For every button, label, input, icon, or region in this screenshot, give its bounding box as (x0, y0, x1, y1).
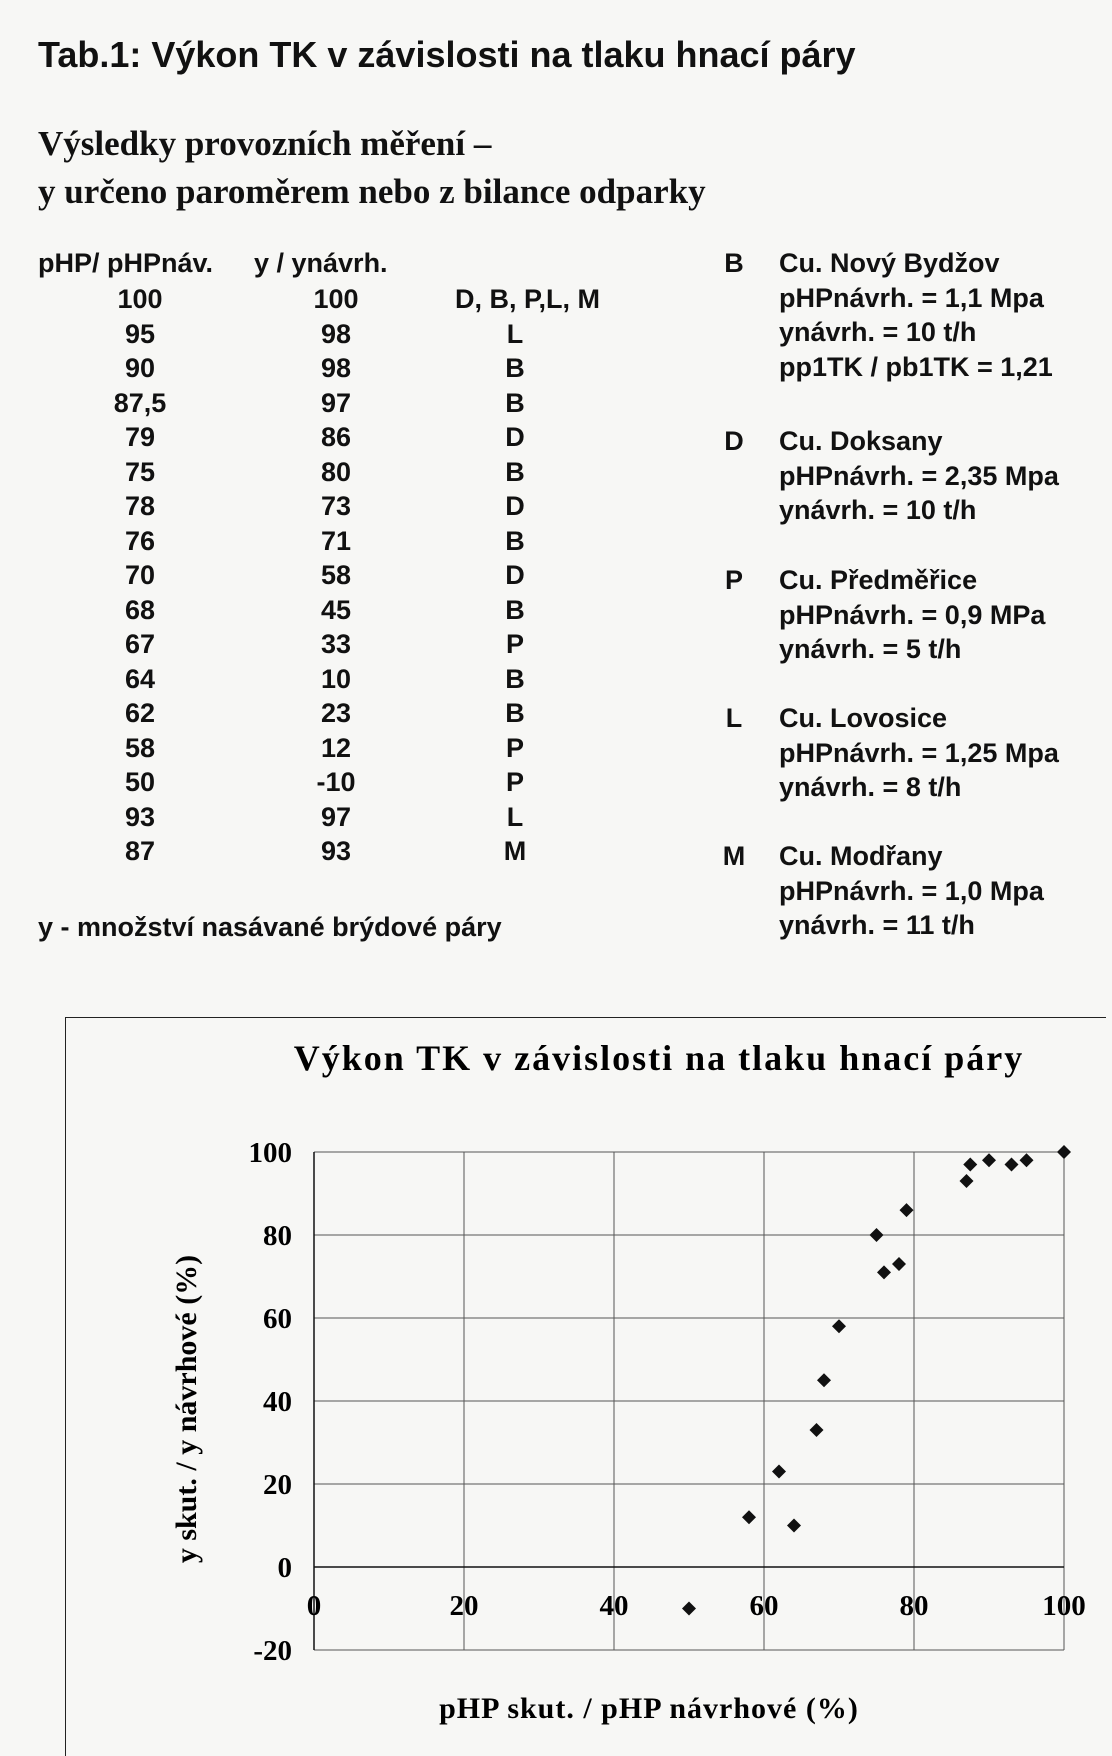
table-cell-y: 98 (320, 318, 352, 349)
subtitle-line-2: y určeno paroměrem nebo z bilance odparky (38, 172, 706, 211)
data-point (787, 1519, 801, 1533)
footnote: y - množství nasávané brýdové páry (38, 912, 502, 942)
legend-letter: B (724, 248, 744, 278)
table-cell-factory: P (505, 629, 524, 659)
legend-line: Cu. Doksany (779, 426, 943, 456)
table-cell-php: 70 (124, 560, 156, 590)
data-point (1057, 1145, 1071, 1159)
table-cell-php: 79 (124, 422, 156, 452)
page-title: Tab.1: Výkon TK v závislosti na tlaku hnací páry (38, 34, 856, 75)
data-point (772, 1465, 786, 1479)
legend-line: ynávrh. = 11 t/h (779, 910, 975, 940)
x-tick-label: 20 (449, 1590, 479, 1622)
table-cell-php: 64 (124, 663, 156, 694)
table-cell-y: 97 (320, 387, 352, 418)
table-cell-factory: B (505, 698, 525, 728)
table-cell-factory: B (505, 456, 525, 487)
legend-line: pHPnávrh. = 1,1 Mpa (779, 282, 1044, 313)
data-point (832, 1319, 846, 1333)
table-cell-y: 10 (320, 663, 352, 694)
table-cell-y: 12 (320, 732, 352, 763)
table-cell-factory: L (506, 318, 524, 349)
y-tick-label: 60 (263, 1303, 292, 1335)
table-cell-y: 33 (320, 629, 352, 659)
x-tick-label: 0 (306, 1590, 322, 1622)
x-tick-label: 40 (599, 1590, 629, 1622)
legend-letter: P (724, 565, 743, 595)
table-cell-factory: D (505, 560, 525, 590)
y-axis-label: y skut. / y návrhové (%) (170, 1254, 203, 1564)
table-cell-php: 58 (124, 732, 156, 763)
table-header-y: y / ynávrh. (254, 248, 388, 278)
table-cell-php: 90 (124, 353, 156, 383)
data-point (1020, 1153, 1034, 1167)
table-cell-php: 67 (124, 629, 156, 659)
subtitle-line-1: Výsledky provozních měření – (38, 124, 492, 163)
table-cell-php: 100 (117, 284, 163, 314)
legend-letter: M (722, 841, 746, 871)
legend-letter: D (724, 426, 744, 456)
table-cell-factory: B (505, 594, 525, 625)
table-cell-factory: B (505, 353, 525, 383)
table-cell-php: 50 (124, 767, 156, 797)
legend-line: Cu. Lovosice (779, 703, 948, 733)
table-cell-y: 97 (320, 801, 352, 832)
data-point (900, 1203, 914, 1217)
legend-line: ynávrh. = 8 t/h (779, 772, 962, 802)
table-cell-php: 78 (124, 491, 156, 521)
table-cell-php: 87,5 (113, 387, 167, 418)
legend-line: pHPnávrh. = 1,0 Mpa (779, 875, 1044, 906)
table-header-php: pHP/ pHPnáv. (38, 248, 214, 278)
table-cell-y: 98 (320, 353, 352, 383)
data-point (892, 1257, 906, 1271)
data-point (742, 1510, 756, 1524)
y-tick-label: 80 (263, 1220, 292, 1252)
data-point (1005, 1157, 1019, 1171)
table-cell-php: 87 (124, 836, 156, 866)
table-cell-y: 93 (320, 836, 352, 866)
legend-line: Cu. Předměřice (779, 565, 978, 595)
table-cell-y: 45 (320, 594, 352, 625)
x-tick-label: 60 (749, 1590, 779, 1622)
legend-line: ynávrh. = 10 t/h (779, 317, 977, 347)
data-point (877, 1265, 891, 1279)
table-cell-y: 100 (313, 284, 359, 314)
legend-letter: L (725, 703, 743, 733)
data-point (963, 1157, 977, 1171)
data-point (810, 1423, 824, 1437)
legend-line: pHPnávrh. = 1,25 Mpa (779, 737, 1059, 768)
chart-frame (65, 1017, 1106, 1756)
legend-line: Cu. Modřany (779, 841, 943, 871)
table-cell-php: 93 (124, 801, 156, 832)
table-cell-factory: D (505, 491, 525, 521)
data-point (870, 1228, 884, 1242)
table-cell-y: 86 (320, 422, 352, 452)
y-tick-label: 100 (248, 1137, 292, 1169)
legend-line: Cu. Nový Bydžov (779, 248, 1000, 278)
legend-line: pHPnávrh. = 0,9 MPa (779, 599, 1046, 630)
legend-line: ynávrh. = 10 t/h (779, 495, 977, 525)
y-tick-label: 0 (277, 1552, 292, 1584)
scatter-chart (66, 1018, 1106, 1756)
y-tick-label: 20 (263, 1469, 292, 1501)
table-cell-factory: D (505, 422, 525, 452)
table-cell-y: 73 (320, 491, 352, 521)
y-tick-label: 40 (263, 1386, 292, 1418)
x-tick-label: 80 (899, 1590, 929, 1622)
x-tick-label: 100 (1042, 1590, 1086, 1622)
table-cell-php: 75 (124, 456, 156, 487)
table-cell-php: 76 (124, 525, 156, 556)
data-point (982, 1153, 996, 1167)
data-point (682, 1602, 696, 1616)
table-cell-factory: B (505, 663, 525, 694)
data-point (817, 1373, 831, 1387)
x-axis-label: pHP skut. / pHP návrhové (%) (439, 1692, 859, 1725)
legend-line: ynávrh. = 5 t/h (779, 634, 962, 664)
chart-title: Výkon TK v závislosti na tlaku hnací páry (293, 1038, 1025, 1078)
table-cell-php: 68 (124, 594, 156, 625)
y-tick-label: -20 (253, 1635, 292, 1667)
legend-line: pHPnávrh. = 2,35 Mpa (779, 460, 1059, 491)
table-cell-factory: M (503, 836, 527, 866)
table-cell-php: 62 (124, 698, 156, 728)
table-cell-y: 58 (320, 560, 352, 590)
table-cell-factory: D, B, P,L, M (455, 284, 601, 314)
table-cell-factory: B (505, 525, 525, 556)
table-cell-y: 71 (320, 525, 352, 556)
data-point (960, 1174, 974, 1188)
legend-line: pp1TK / pb1TK = 1,21 (779, 351, 1053, 382)
table-cell-factory: L (506, 801, 524, 832)
table-cell-y: -10 (316, 767, 356, 797)
table-cell-y: 23 (320, 698, 352, 728)
table-cell-factory: P (505, 767, 524, 797)
table-cell-factory: P (505, 732, 524, 763)
table-cell-factory: B (505, 387, 525, 418)
table-cell-y: 80 (320, 456, 352, 487)
table-cell-php: 95 (124, 318, 156, 349)
